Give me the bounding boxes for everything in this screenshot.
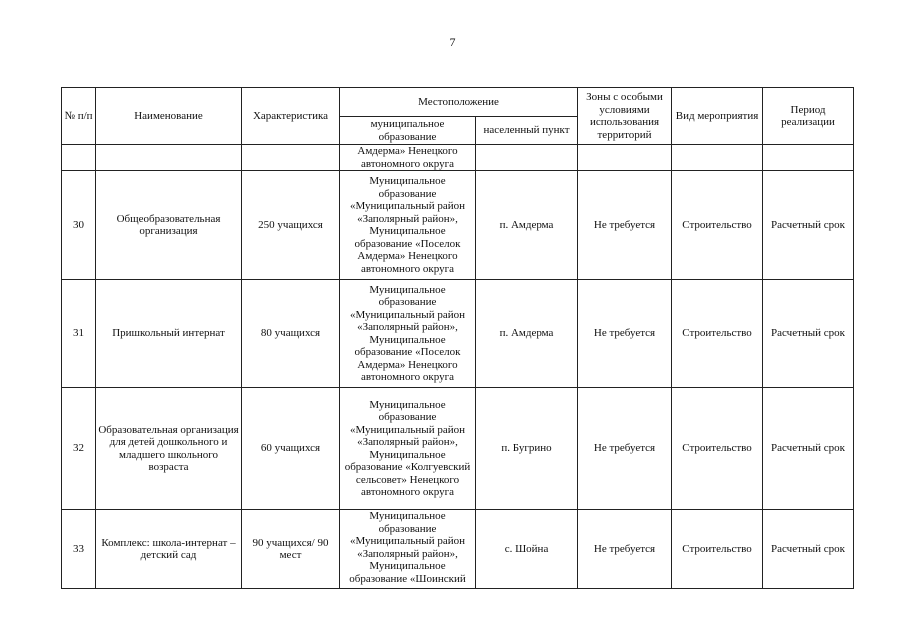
cell-zones: Не требуется [578, 171, 672, 280]
cell-period: Расчетный срок [763, 280, 854, 388]
cell-zones: Не требуется [578, 280, 672, 388]
table-row [62, 388, 854, 510]
cell-event-type: Строительство [672, 280, 763, 388]
cell-settlement: п. Амдерма [476, 280, 578, 388]
cell-event-type: Строительство [672, 510, 763, 589]
col-header-zones: Зоны с особыми условиями использования территорий [578, 88, 672, 145]
cell-zones: Не требуется [578, 510, 672, 589]
cell-municipal: Амдерма» Ненецкого автономного округа [340, 145, 476, 171]
col-header-name: Наименование [96, 88, 242, 145]
cell-num: 31 [62, 280, 96, 388]
col-header-municipal: муниципальное образование [340, 117, 476, 145]
cell-municipal: Муниципальное образование «Муниципальный район «Заполярный район», Муниципальное образование «Поселок Амдерма» Ненецкого автономного округа [340, 280, 476, 388]
cell-characteristic: 250 учащихся [242, 171, 340, 280]
cell-period: Расчетный срок [763, 171, 854, 280]
cell-event-type: Строительство [672, 171, 763, 280]
cell-characteristic: 60 учащихся [242, 388, 340, 510]
col-header-period: Период реализации [763, 88, 854, 145]
header-row [62, 88, 854, 117]
cell-name: Комплекс: школа-интернат – детский сад [96, 510, 242, 589]
cell-municipal: Муниципальное образование «Муниципальный район «Заполярный район», Муниципальное образование «Шоинский [340, 510, 476, 589]
table-row [62, 510, 854, 589]
table-row [62, 171, 854, 280]
table-row-continuation [62, 145, 854, 171]
col-header-location: Местоположение [340, 88, 578, 117]
col-header-event-type: Вид мероприятия [672, 88, 763, 145]
cell-characteristic: 90 учащихся/ 90 мест [242, 510, 340, 589]
col-header-settlement: населенный пункт [476, 117, 578, 145]
cell-event-type: Строительство [672, 388, 763, 510]
cell-municipal: Муниципальное образование «Муниципальный район «Заполярный район», Муниципальное образование «Поселок Амдерма» Ненецкого автономного округа [340, 171, 476, 280]
cell-period: Расчетный срок [763, 510, 854, 589]
cell-num: 30 [62, 171, 96, 280]
cell-municipal: Муниципальное образование «Муниципальный район «Заполярный район», Муниципальное образование «Колгуевский сельсовет» Ненецкого автономного округа [340, 388, 476, 510]
cell-characteristic: 80 учащихся [242, 280, 340, 388]
cell-settlement: п. Бугрино [476, 388, 578, 510]
table-row [62, 280, 854, 388]
cell-name: Пришкольный интернат [96, 280, 242, 388]
page-number: 7 [449, 35, 456, 49]
cell-period: Расчетный срок [763, 388, 854, 510]
cell-name: Общеобразовательная организация [96, 171, 242, 280]
cell-zones: Не требуется [578, 388, 672, 510]
cell-settlement: п. Амдерма [476, 171, 578, 280]
measures-table [61, 87, 854, 589]
cell-num: 33 [62, 510, 96, 589]
cell-num: 32 [62, 388, 96, 510]
col-header-num: № п/п [62, 88, 96, 145]
cell-name: Образовательная организация для детей дошкольного и младшего школьного возраста [96, 388, 242, 510]
cell-settlement: с. Шойна [476, 510, 578, 589]
col-header-characteristic: Характеристика [242, 88, 340, 145]
